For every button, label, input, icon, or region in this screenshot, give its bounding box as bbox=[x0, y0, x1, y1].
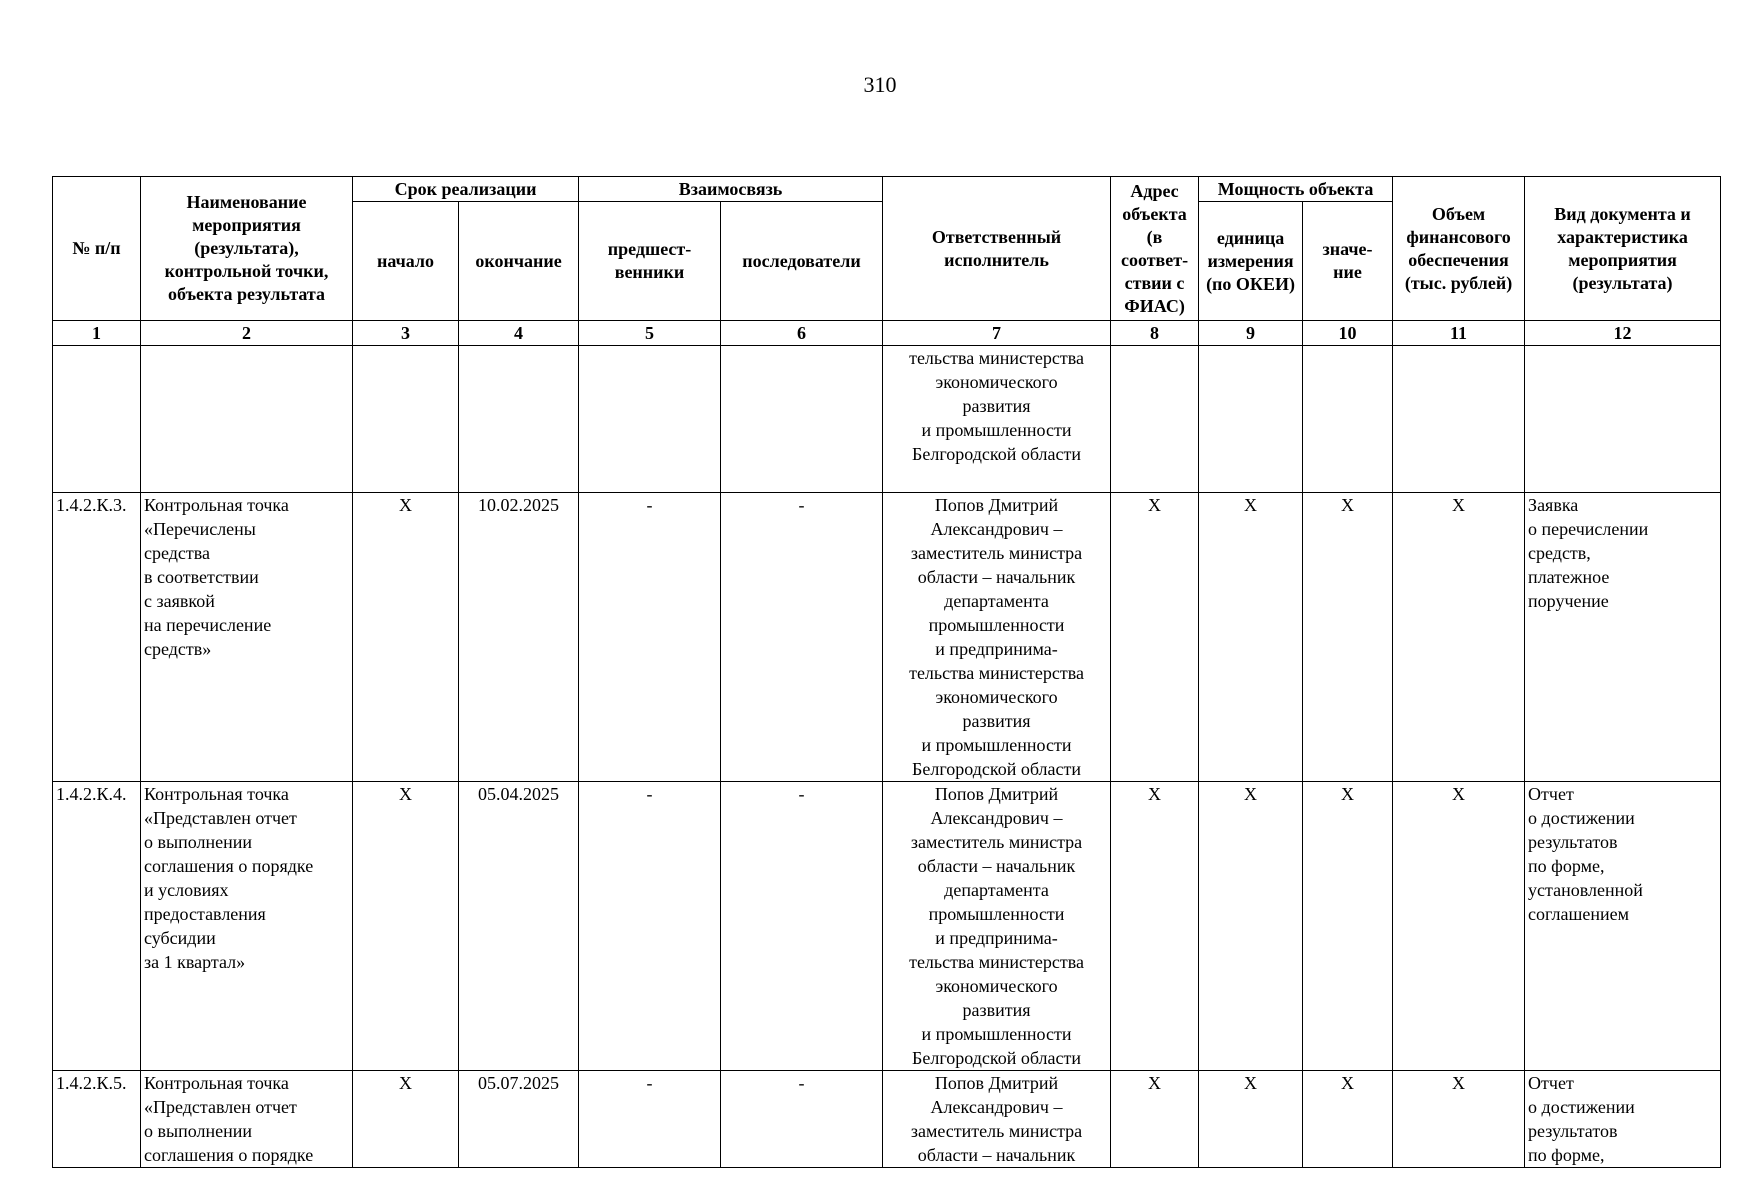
cell-name: Контрольная точка «Представлен отчет о выполнении соглашения о порядке bbox=[141, 1071, 353, 1168]
cell-unit: X bbox=[1199, 493, 1303, 782]
cell-funding: X bbox=[1393, 782, 1525, 1071]
header-successors: последователи bbox=[721, 202, 883, 321]
column-number: 9 bbox=[1199, 321, 1303, 346]
header-responsible: Ответственный исполнитель bbox=[883, 177, 1111, 321]
cell-num: 1.4.2.К.3. bbox=[53, 493, 141, 782]
cell-num: 1.4.2.К.4. bbox=[53, 782, 141, 1071]
cell-funding: X bbox=[1393, 1071, 1525, 1168]
cell-address: X bbox=[1111, 1071, 1199, 1168]
column-numbers-row bbox=[53, 321, 1721, 346]
cell-responsible: Попов Дмитрий Александрович – заместитель министра области – начальник bbox=[883, 1071, 1111, 1168]
cell-responsible: тельства министерства экономического развития и промышленности Белгородской области bbox=[883, 346, 1111, 493]
column-number: 8 bbox=[1111, 321, 1199, 346]
cell-address bbox=[1111, 346, 1199, 493]
cell-doc-type bbox=[1525, 346, 1721, 493]
header-unit: единица измерения (по ОКЕИ) bbox=[1199, 202, 1303, 321]
cell-end: 05.07.2025 bbox=[459, 1071, 579, 1168]
cell-name: Контрольная точка «Представлен отчет о выполнении соглашения о порядке и условиях предоставления субсидии за 1 квартал» bbox=[141, 782, 353, 1071]
column-number: 5 bbox=[579, 321, 721, 346]
header-num: № п/п bbox=[53, 177, 141, 321]
table-row bbox=[53, 782, 1721, 1071]
cell-successors: - bbox=[721, 1071, 883, 1168]
cell-unit bbox=[1199, 346, 1303, 493]
column-number: 2 bbox=[141, 321, 353, 346]
cell-successors bbox=[721, 346, 883, 493]
header-value: значе- ние bbox=[1303, 202, 1393, 321]
table-row bbox=[53, 1071, 1721, 1168]
cell-doc-type: Заявка о перечислении средств, платежное поручение bbox=[1525, 493, 1721, 782]
cell-predecessors: - bbox=[579, 493, 721, 782]
cell-funding bbox=[1393, 346, 1525, 493]
header-capacity-group: Мощность объекта bbox=[1199, 177, 1393, 202]
cell-value: X bbox=[1303, 782, 1393, 1071]
header-start: начало bbox=[353, 202, 459, 321]
header-name: Наименование мероприятия (результата), контрольной точки, объекта результата bbox=[141, 177, 353, 321]
cell-value: X bbox=[1303, 493, 1393, 782]
cell-num bbox=[53, 346, 141, 493]
cell-start bbox=[353, 346, 459, 493]
cell-start: X bbox=[353, 493, 459, 782]
table-row bbox=[53, 346, 1721, 493]
cell-unit: X bbox=[1199, 1071, 1303, 1168]
cell-value: X bbox=[1303, 1071, 1393, 1168]
cell-address: X bbox=[1111, 782, 1199, 1071]
column-number: 4 bbox=[459, 321, 579, 346]
cell-responsible: Попов Дмитрий Александрович – заместитель министра области – начальник департамента промышленности и предпринима- тельства министерства экономического развития и промышленности Белгородской области bbox=[883, 782, 1111, 1071]
cell-start: X bbox=[353, 1071, 459, 1168]
cell-address: X bbox=[1111, 493, 1199, 782]
cell-end: 05.04.2025 bbox=[459, 782, 579, 1071]
cell-successors: - bbox=[721, 782, 883, 1071]
cell-predecessors: - bbox=[579, 782, 721, 1071]
column-number: 11 bbox=[1393, 321, 1525, 346]
header-doc-type: Вид документа и характеристика мероприятия (результата) bbox=[1525, 177, 1721, 321]
column-number: 3 bbox=[353, 321, 459, 346]
cell-successors: - bbox=[721, 493, 883, 782]
cell-responsible: Попов Дмитрий Александрович – заместитель министра области – начальник департамента промышленности и предпринима- тельства министерства экономического развития и промышленности Белгородской области bbox=[883, 493, 1111, 782]
column-number: 6 bbox=[721, 321, 883, 346]
header-funding: Объем финансового обеспечения (тыс. рублей) bbox=[1393, 177, 1525, 321]
cell-start: X bbox=[353, 782, 459, 1071]
cell-doc-type: Отчет о достижении результатов по форме, установленной соглашением bbox=[1525, 782, 1721, 1071]
cell-name bbox=[141, 346, 353, 493]
header-predecessors: предшест- венники bbox=[579, 202, 721, 321]
column-number: 1 bbox=[53, 321, 141, 346]
header-address: Адрес объекта (в соответ- ствии с ФИАС) bbox=[1111, 177, 1199, 321]
header-end: окончание bbox=[459, 202, 579, 321]
cell-predecessors bbox=[579, 346, 721, 493]
header-term-group: Срок реализации bbox=[353, 177, 579, 202]
cell-end: 10.02.2025 bbox=[459, 493, 579, 782]
cell-funding: X bbox=[1393, 493, 1525, 782]
cell-end bbox=[459, 346, 579, 493]
column-number: 10 bbox=[1303, 321, 1393, 346]
header-row-1 bbox=[53, 177, 1721, 202]
page-number: 310 bbox=[863, 72, 897, 97]
cell-name: Контрольная точка «Перечислены средства в соответствии с заявкой на перечисление средств» bbox=[141, 493, 353, 782]
column-number: 7 bbox=[883, 321, 1111, 346]
cell-unit: X bbox=[1199, 782, 1303, 1071]
cell-predecessors: - bbox=[579, 1071, 721, 1168]
cell-num: 1.4.2.К.5. bbox=[53, 1071, 141, 1168]
cell-doc-type: Отчет о достижении результатов по форме, bbox=[1525, 1071, 1721, 1168]
cell-value bbox=[1303, 346, 1393, 493]
table-row bbox=[53, 493, 1721, 782]
plan-table bbox=[52, 176, 1721, 1168]
header-link-group: Взаимосвязь bbox=[579, 177, 883, 202]
column-number: 12 bbox=[1525, 321, 1721, 346]
